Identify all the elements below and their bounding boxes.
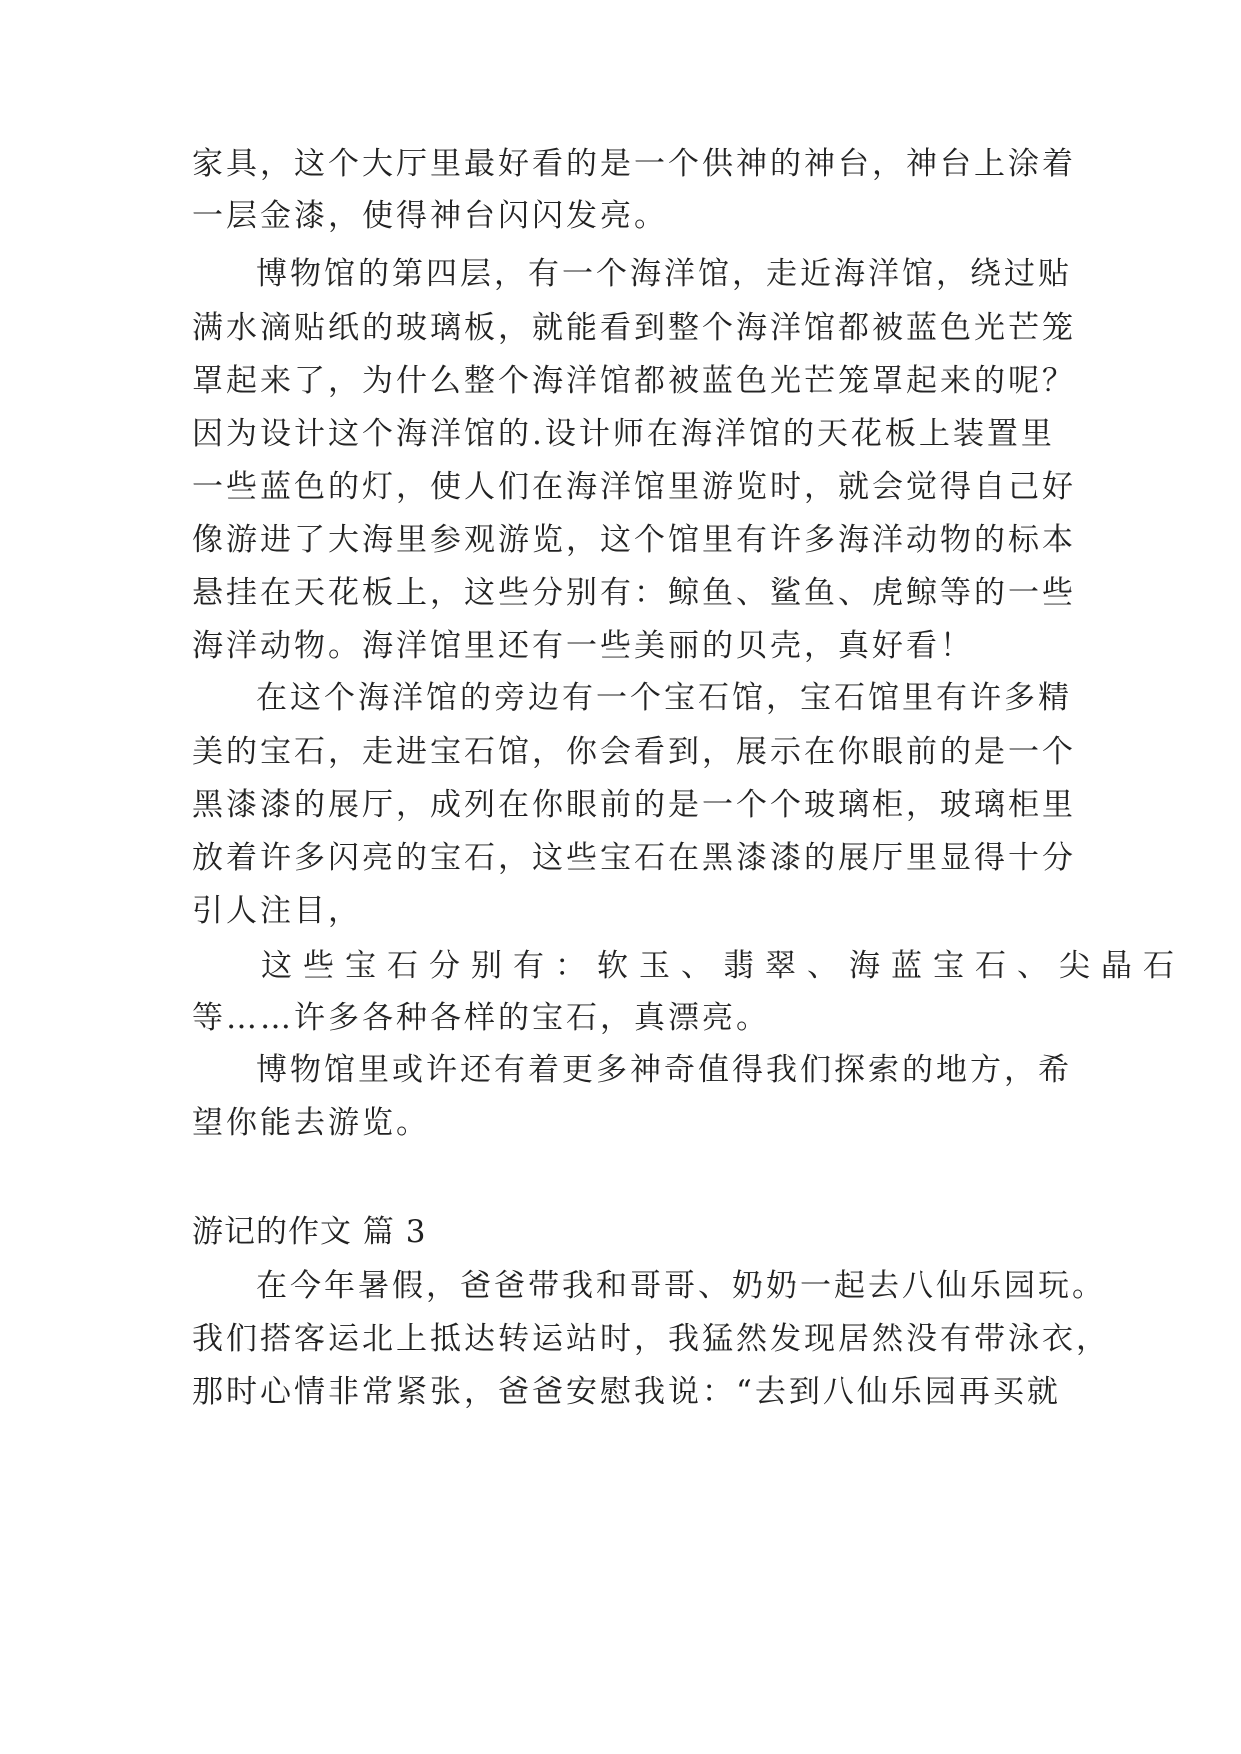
paragraph-start-line: 博物馆的第四层，有一个海洋馆，走近海洋馆，绕过贴: [256, 256, 1072, 292]
paragraph-start-line: 在今年暑假，爸爸带我和哥哥、奶奶一起去八仙乐园玩。: [256, 1268, 1106, 1304]
text-line: 满水滴贴纸的玻璃板，就能看到整个海洋馆都被蓝色光芒笼: [192, 310, 1076, 346]
text-line: 一些蓝色的灯，使人们在海洋馆里游览时，就会觉得自己好: [192, 469, 1076, 505]
text-line: 海洋动物。海洋馆里还有一些美丽的贝壳，真好看！: [192, 628, 974, 664]
paragraph-start-line: 博物馆里或许还有着更多神奇值得我们探索的地方，希: [256, 1052, 1072, 1088]
text-line: 黑漆漆的展厅，成列在你眼前的是一个个玻璃柜，玻璃柜里: [192, 787, 1076, 823]
text-line: 望你能去游览。: [192, 1105, 430, 1141]
text-line: 因为设计这个海洋馆的.设计师在海洋馆的天花板上装置里: [192, 416, 1055, 452]
text-line: 一层金漆，使得神台闪闪发亮。: [192, 198, 668, 234]
text-line: 我们搭客运北上抵达转运站时，我猛然发现居然没有带泳衣，: [192, 1321, 1110, 1357]
paragraph-start-line: 在这个海洋馆的旁边有一个宝石馆，宝石馆里有许多精: [256, 680, 1072, 716]
text-line: 那时心情非常紧张，爸爸安慰我说：“去到八仙乐园再买就: [192, 1374, 1061, 1410]
text-line: 悬挂在天花板上，这些分别有：鲸鱼、鲨鱼、虎鲸等的一些: [192, 575, 1076, 611]
section-heading: 游记的作文 篇 3: [192, 1214, 427, 1250]
text-line: 引人注目，: [192, 893, 362, 929]
text-line: 罩起来了，为什么整个海洋馆都被蓝色光芒笼罩起来的呢？: [192, 363, 1076, 399]
paragraph-start-line: 这些宝石分别有：软玉、翡翠、海蓝宝石、尖晶石: [261, 948, 1185, 984]
text-line: 等……许多各种各样的宝石，真漂亮。: [192, 1000, 770, 1036]
text-line: 家具，这个大厅里最好看的是一个供神的神台，神台上涂着: [192, 146, 1076, 182]
text-line: 像游进了大海里参观游览，这个馆里有许多海洋动物的标本: [192, 522, 1076, 558]
text-line: 美的宝石，走进宝石馆，你会看到，展示在你眼前的是一个: [192, 734, 1076, 770]
text-line: 放着许多闪亮的宝石，这些宝石在黑漆漆的展厅里显得十分: [192, 840, 1076, 876]
